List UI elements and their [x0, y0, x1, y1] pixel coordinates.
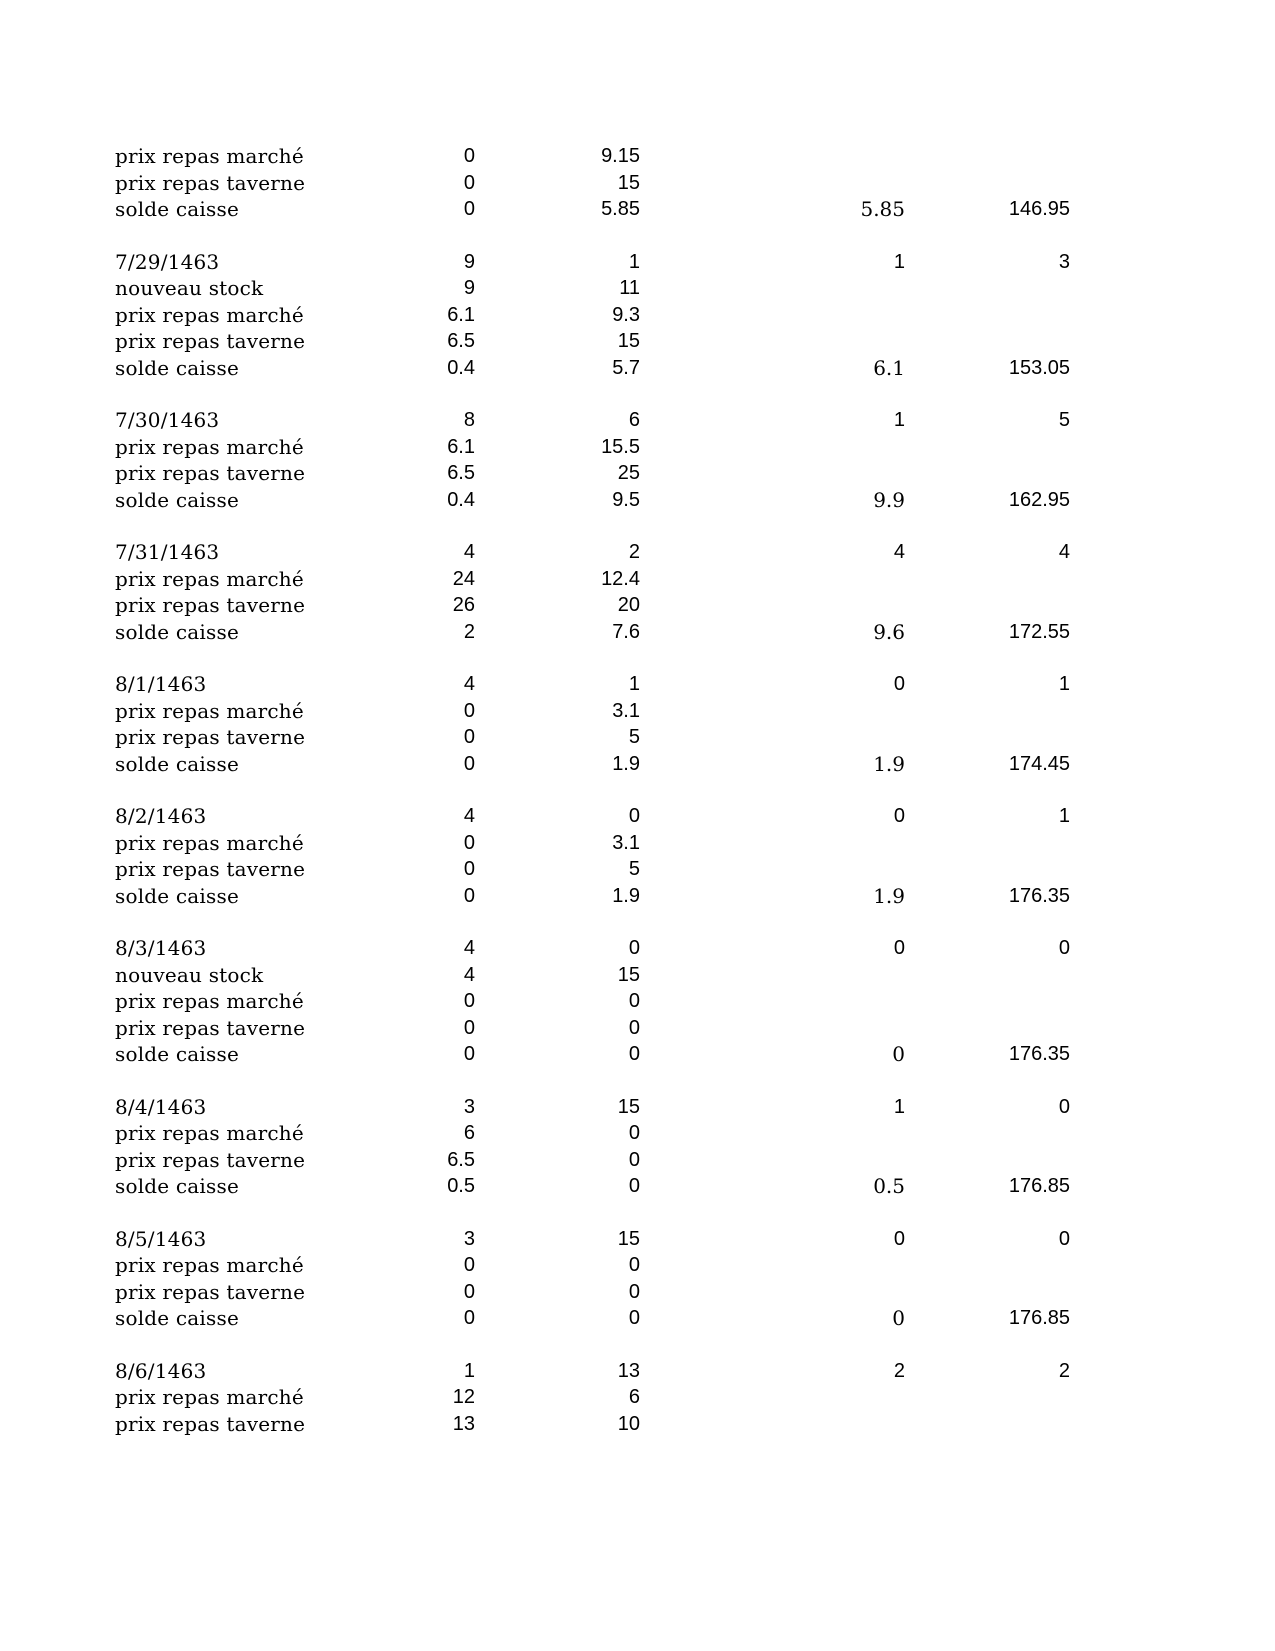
cell-col-3: 5.85 — [860, 197, 905, 221]
row-label: solde caisse — [115, 487, 239, 512]
cell-col-1: 2 — [463, 620, 475, 643]
table-row — [115, 1094, 1070, 1121]
block-spacer — [115, 1332, 975, 1358]
cell-col-3: 1 — [893, 250, 905, 273]
cell-col-4: 5 — [1058, 409, 1070, 431]
cell-col-3: 0 — [893, 805, 905, 827]
cell-col-2: 20 — [617, 594, 640, 616]
table-row — [115, 803, 1070, 830]
day-block — [115, 671, 1070, 777]
table-row — [115, 988, 975, 1015]
row-label: solde caisse — [115, 1042, 239, 1066]
table-row — [115, 1358, 1070, 1385]
cell-col-2: 15 — [617, 963, 640, 986]
cell-col-2: 9.15 — [601, 145, 640, 167]
row-label: solde caisse — [115, 883, 239, 908]
table-row — [115, 724, 975, 751]
cell-col-1: 9 — [463, 277, 475, 299]
cell-col-1: 3 — [463, 1227, 475, 1250]
row-label: 8/2/1463 — [115, 804, 207, 828]
row-label: nouveau stock — [115, 962, 264, 987]
cell-col-2: 15 — [617, 1095, 640, 1118]
cell-col-1: 0 — [463, 145, 475, 167]
cell-col-2: 9.3 — [612, 303, 640, 326]
cell-col-2: 9.5 — [612, 488, 640, 511]
cell-col-2: 15.5 — [601, 435, 640, 458]
row-label: 7/31/1463 — [115, 540, 220, 564]
table-row — [115, 1384, 975, 1411]
table-row — [115, 1252, 975, 1279]
cell-col-2: 1 — [628, 250, 640, 273]
cell-col-1: 6.5 — [447, 330, 475, 352]
cell-col-1: 12 — [452, 1386, 475, 1408]
row-label: prix repas marché — [115, 1121, 304, 1145]
table-row — [115, 407, 1070, 434]
day-block — [115, 803, 1070, 909]
cell-col-2: 15 — [617, 171, 640, 194]
cell-col-1: 0 — [463, 858, 475, 880]
cell-col-4: 1 — [1058, 673, 1070, 695]
table-row — [115, 1411, 975, 1438]
cell-col-2: 15 — [617, 1227, 640, 1250]
cell-col-2: 0 — [628, 805, 640, 827]
cell-col-4: 3 — [1058, 250, 1070, 273]
cell-col-1: 0 — [463, 1043, 475, 1065]
cell-col-3: 9.6 — [873, 619, 905, 644]
cell-col-2: 0 — [628, 1043, 640, 1065]
cell-col-3: 1 — [893, 409, 905, 431]
table-row — [115, 275, 975, 302]
day-block — [115, 407, 1070, 513]
cell-col-2: 10 — [617, 1412, 640, 1435]
cell-col-3: 1 — [893, 1095, 905, 1118]
table-row — [115, 196, 1070, 223]
row-label: nouveau stock — [115, 276, 264, 300]
table-row — [115, 328, 975, 355]
table-row — [115, 143, 975, 170]
cell-col-1: 0 — [463, 1254, 475, 1276]
cell-col-2: 1.9 — [612, 752, 640, 775]
day-block — [115, 249, 1070, 382]
cell-col-2: 25 — [617, 462, 640, 484]
table-row — [115, 302, 975, 329]
day-block — [115, 539, 1070, 645]
cell-col-1: 0 — [463, 171, 475, 194]
cell-col-2: 0 — [628, 990, 640, 1012]
row-label: 8/4/1463 — [115, 1094, 207, 1119]
table-row — [115, 1305, 1070, 1332]
cell-col-2: 1 — [628, 673, 640, 695]
table-row — [115, 883, 1070, 910]
cell-col-1: 6.5 — [447, 462, 475, 484]
block-spacer — [115, 645, 975, 671]
row-label: prix repas taverne — [115, 1147, 306, 1172]
table-row — [115, 830, 975, 857]
cell-col-4: 2 — [1058, 1359, 1070, 1382]
cell-col-1: 6.1 — [447, 435, 475, 458]
cell-col-4: 176.85 — [1008, 1307, 1070, 1329]
cell-col-1: 0 — [463, 699, 475, 722]
table-row — [115, 935, 1070, 962]
cell-col-2: 15 — [617, 330, 640, 352]
cell-col-2: 0 — [628, 1122, 640, 1144]
row-label: prix repas taverne — [115, 1411, 306, 1436]
cell-col-1: 4 — [463, 963, 475, 986]
cell-col-1: 4 — [463, 937, 475, 959]
row-label: solde caisse — [115, 1306, 239, 1330]
cell-col-2: 5.85 — [601, 198, 640, 220]
row-label: prix repas marché — [115, 566, 304, 591]
row-label: prix repas taverne — [115, 725, 306, 749]
cell-col-3: 0 — [893, 673, 905, 695]
cell-col-1: 6.5 — [447, 1148, 475, 1171]
table-row — [115, 1226, 1070, 1253]
table-row — [115, 751, 1070, 778]
cell-col-2: 5.7 — [612, 356, 640, 379]
cell-col-1: 9 — [463, 250, 475, 273]
row-label: 8/5/1463 — [115, 1226, 207, 1251]
row-label: prix repas marché — [115, 1253, 304, 1277]
cell-col-1: 0.4 — [447, 356, 475, 379]
row-label: prix repas taverne — [115, 1279, 306, 1304]
cell-col-1: 0 — [463, 990, 475, 1012]
row-label: prix repas taverne — [115, 1015, 306, 1040]
cell-col-2: 6 — [628, 1386, 640, 1408]
block-spacer — [115, 777, 975, 803]
cell-col-1: 0 — [463, 1280, 475, 1303]
spreadsheet-page — [115, 143, 1070, 1437]
row-label: prix repas marché — [115, 989, 304, 1013]
table-row — [115, 671, 1070, 698]
table-row — [115, 170, 975, 197]
cell-col-1: 0 — [463, 752, 475, 775]
cell-col-1: 0 — [463, 198, 475, 220]
day-block — [115, 1226, 1070, 1332]
row-label: solde caisse — [115, 355, 239, 380]
cell-col-2: 7.6 — [612, 620, 640, 643]
cell-col-2: 2 — [628, 541, 640, 563]
row-label: prix repas taverne — [115, 329, 306, 353]
cell-col-1: 0 — [463, 1016, 475, 1039]
block-spacer — [115, 513, 975, 539]
cell-col-2: 13 — [617, 1359, 640, 1382]
cell-col-4: 153.05 — [1008, 356, 1070, 379]
cell-col-3: 0.5 — [873, 1174, 905, 1198]
cell-col-3: 4 — [893, 541, 905, 563]
cell-col-2: 3.1 — [612, 831, 640, 854]
block-spacer — [115, 381, 975, 407]
row-label: prix repas taverne — [115, 593, 306, 617]
table-row — [115, 856, 975, 883]
cell-col-4: 176.35 — [1008, 884, 1070, 907]
cell-col-3: 6.1 — [873, 355, 905, 380]
cell-col-2: 3.1 — [612, 699, 640, 722]
cell-col-3: 0 — [893, 937, 905, 959]
table-row — [115, 592, 975, 619]
cell-col-2: 1.9 — [612, 884, 640, 907]
row-label: 7/30/1463 — [115, 408, 220, 432]
day-block — [115, 1094, 1070, 1200]
table-row — [115, 1173, 1070, 1200]
cell-col-1: 0.5 — [447, 1175, 475, 1197]
cell-col-1: 6 — [463, 1122, 475, 1144]
cell-col-1: 24 — [452, 567, 475, 590]
cell-col-3: 2 — [893, 1359, 905, 1382]
table-row — [115, 1147, 975, 1174]
cell-col-1: 0 — [463, 1307, 475, 1329]
table-row — [115, 539, 1070, 566]
cell-col-1: 4 — [463, 805, 475, 827]
cell-col-4: 0 — [1058, 1095, 1070, 1118]
row-label: 8/3/1463 — [115, 936, 207, 960]
cell-col-1: 6.1 — [447, 303, 475, 326]
cell-col-4: 0 — [1058, 1227, 1070, 1250]
cell-col-2: 5 — [628, 858, 640, 880]
cell-col-4: 174.45 — [1008, 752, 1070, 775]
cell-col-2: 0 — [628, 1280, 640, 1303]
cell-col-1: 26 — [452, 594, 475, 616]
table-row — [115, 1120, 975, 1147]
cell-col-4: 4 — [1058, 541, 1070, 563]
cell-col-3: 1.9 — [873, 751, 905, 776]
table-row — [115, 566, 975, 593]
cell-col-3: 0 — [893, 1227, 905, 1250]
row-label: 8/6/1463 — [115, 1358, 207, 1383]
cell-col-2: 0 — [628, 1175, 640, 1197]
cell-col-1: 0 — [463, 831, 475, 854]
table-row — [115, 1279, 975, 1306]
cell-col-2: 5 — [628, 726, 640, 748]
cell-col-2: 0 — [628, 1307, 640, 1329]
table-row — [115, 460, 975, 487]
cell-col-4: 176.85 — [1008, 1175, 1070, 1197]
table-row — [115, 1041, 1070, 1068]
row-label: solde caisse — [115, 197, 239, 221]
row-label: 8/1/1463 — [115, 672, 207, 696]
cell-col-3: 1.9 — [873, 883, 905, 908]
cell-col-1: 3 — [463, 1095, 475, 1118]
day-block — [115, 143, 1070, 223]
cell-col-4: 176.35 — [1008, 1043, 1070, 1065]
cell-col-4: 1 — [1058, 805, 1070, 827]
cell-col-1: 8 — [463, 409, 475, 431]
cell-col-1: 0 — [463, 726, 475, 748]
cell-col-4: 146.95 — [1008, 198, 1070, 220]
table-row — [115, 355, 1070, 382]
row-label: solde caisse — [115, 619, 239, 644]
row-label: prix repas taverne — [115, 170, 306, 195]
cell-col-2: 11 — [619, 277, 640, 299]
cell-col-1: 13 — [452, 1412, 475, 1435]
cell-col-2: 0 — [628, 937, 640, 959]
row-label: prix repas marché — [115, 144, 304, 168]
table-row — [115, 1015, 975, 1042]
cell-col-2: 0 — [628, 1254, 640, 1276]
row-label: prix repas marché — [115, 1385, 304, 1409]
row-label: prix repas taverne — [115, 857, 306, 881]
day-block — [115, 935, 1070, 1068]
row-label: prix repas marché — [115, 434, 304, 459]
cell-col-2: 6 — [628, 409, 640, 431]
block-spacer — [115, 1068, 975, 1094]
table-row — [115, 962, 975, 989]
cell-col-4: 0 — [1058, 937, 1070, 959]
day-block — [115, 1358, 1070, 1438]
cell-col-2: 0 — [628, 1148, 640, 1171]
cell-col-3: 0 — [892, 1306, 905, 1330]
block-spacer — [115, 1200, 975, 1226]
row-label: solde caisse — [115, 1174, 239, 1198]
cell-col-4: 172.55 — [1008, 620, 1070, 643]
row-label: prix repas marché — [115, 698, 304, 723]
table-row — [115, 434, 975, 461]
cell-col-2: 12.4 — [601, 567, 640, 590]
block-spacer — [115, 909, 975, 935]
row-label: prix repas marché — [115, 302, 304, 327]
cell-col-1: 4 — [463, 541, 475, 563]
cell-col-4: 162.95 — [1008, 488, 1070, 511]
row-label: prix repas taverne — [115, 461, 306, 485]
table-row — [115, 619, 1070, 646]
cell-col-3: 0 — [892, 1042, 905, 1066]
cell-col-2: 0 — [628, 1016, 640, 1039]
table-row — [115, 698, 975, 725]
block-spacer — [115, 223, 975, 249]
row-label: prix repas marché — [115, 830, 304, 855]
cell-col-1: 4 — [463, 673, 475, 695]
cell-col-1: 0.4 — [447, 488, 475, 511]
table-row — [115, 249, 1070, 276]
row-label: 7/29/1463 — [115, 249, 220, 274]
cell-col-3: 9.9 — [873, 487, 905, 512]
row-label: solde caisse — [115, 751, 239, 776]
cell-col-1: 1 — [463, 1359, 475, 1382]
cell-col-1: 0 — [463, 884, 475, 907]
table-row — [115, 487, 1070, 514]
